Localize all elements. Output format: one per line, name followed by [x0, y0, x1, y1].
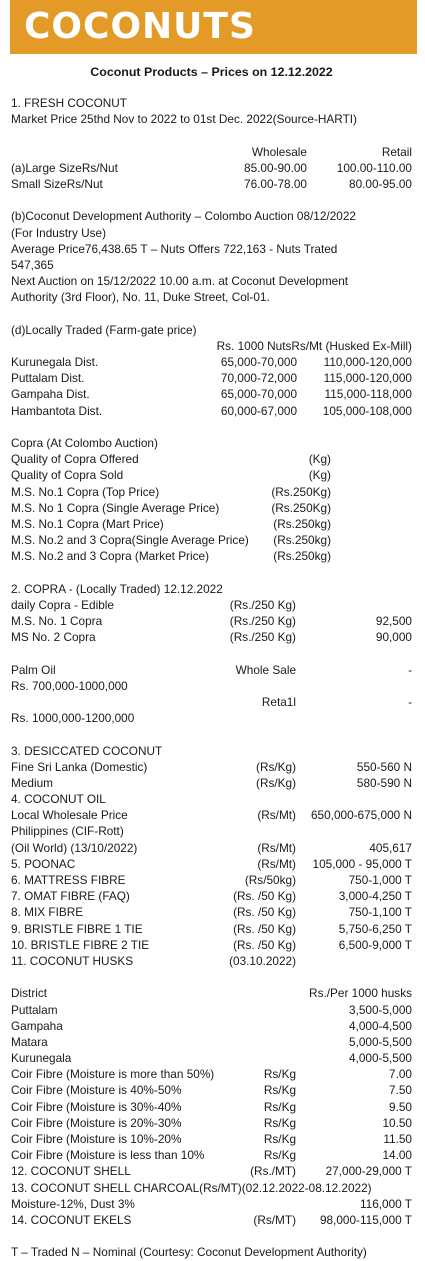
ekels-label: 14. COCONUT EKELS	[11, 1212, 132, 1227]
palm-oil-label: Palm Oil	[11, 662, 56, 677]
product-label: 6. MATTRESS FIBRE	[11, 873, 126, 887]
husks-row	[11, 1050, 412, 1066]
coir-row	[11, 1115, 412, 1131]
product-unit: (Rs. /50 Kg)	[233, 905, 296, 920]
product-value: 650,000-675,000 N	[310, 808, 412, 823]
product-row	[11, 904, 412, 920]
product-unit: (Rs/Mt)	[257, 840, 296, 855]
copra-local-unit: (Rs./250 Kg)	[229, 597, 296, 612]
coir-row	[11, 1082, 412, 1098]
cda-auction-line: Next Auction on 15/12/2022 10.00 a.m. at Coconut Development	[11, 274, 349, 289]
coir-label: Coir Fibre (Moisture is 20%-30%	[11, 1115, 182, 1130]
banner-title: COCONUTS	[24, 6, 256, 47]
husks-row	[11, 1002, 412, 1018]
product-unit: (Rs. /50 Kg)	[233, 937, 296, 952]
husks-row	[11, 1034, 412, 1050]
copra-local-value: 90,000	[375, 630, 412, 645]
coir-unit: Rs/Kg	[263, 1115, 296, 1130]
farmgate-row	[11, 354, 412, 370]
palm-retail-row	[11, 694, 412, 710]
product-row	[11, 840, 412, 856]
ekels-unit: (Rs/MT)	[253, 1212, 296, 1227]
product-label: 5. POONAC	[11, 856, 76, 871]
product-unit: (03.10.2022)	[229, 953, 296, 968]
palm-wholesale-label: Whole Sale	[235, 662, 296, 677]
product-label: (Oil World) (13/10/2022)	[11, 840, 138, 855]
copra-auction-label: M.S. No 1 Copra (Single Average Price)	[11, 500, 220, 515]
product-unit: (Rs/Kg)	[256, 759, 296, 774]
copra-local-row	[11, 613, 412, 629]
product-label: 9. BRISTLE FIBRE 1 TIE	[11, 921, 143, 936]
product-value: 405,617	[369, 840, 412, 855]
page-subtitle: Coconut Products – Prices on 12.12.2022	[90, 65, 333, 79]
copra-local-row	[11, 597, 412, 613]
coir-unit: Rs/Kg	[263, 1099, 296, 1114]
fresh-row	[11, 176, 412, 192]
fresh-row	[11, 160, 412, 176]
product-unit: (Rs. /50 Kg)	[233, 889, 296, 904]
cda-auction-line: (b)Coconut Development Authority – Colombo Auction 08/12/2022	[11, 209, 356, 224]
product-label: 11. COCONUT HUSKS	[11, 953, 134, 968]
farmgate-district: Puttalam Dist.	[11, 371, 85, 386]
coir-value: 11.50	[383, 1132, 412, 1146]
fresh-row-retail: 100.00-110.00	[336, 160, 412, 175]
palm-retail-label: Reta1l	[261, 694, 296, 709]
wholesale-header: Wholesale	[251, 144, 307, 159]
copra-auction-row	[11, 500, 412, 516]
coir-label: Coir Fibre (Moisture is 10%-20%	[11, 1132, 182, 1146]
cda-auction-line: Authority (3rd Floor), No. 11, Duke Street, Col-01.	[11, 290, 270, 305]
product-label: 4. COCONUT OIL	[11, 792, 106, 807]
coir-label: Coir Fibre (Moisture is 40%-50%	[11, 1083, 182, 1098]
coir-unit: Rs/Kg	[263, 1083, 296, 1098]
coir-value: 10.50	[382, 1115, 412, 1130]
charcoal-value: 116,000 T	[359, 1196, 412, 1211]
husks-row	[11, 1018, 412, 1034]
product-row	[11, 743, 412, 759]
farmgate-nuts-price: 60,000-67,000	[220, 403, 297, 418]
farmgate-nuts-price: 70,000-72,000	[220, 371, 297, 386]
product-row	[11, 953, 412, 969]
copra-local-label: daily Copra - Edible	[11, 597, 114, 612]
copra-auction-row	[11, 548, 412, 564]
palm-wholesale-range: Rs. 700,000-1000,000	[11, 678, 128, 693]
ekels-value: 98,000-115,000 T	[319, 1212, 412, 1227]
husks-district: Matara	[11, 1034, 48, 1049]
coir-value: 9.50	[389, 1099, 412, 1114]
shell-unit: (Rs./MT)	[250, 1164, 296, 1179]
coir-label: Coir Fibre (Moisture is 30%-40%	[11, 1099, 182, 1114]
coir-value: 7.00	[389, 1067, 412, 1082]
product-value: 750-1,100 T	[348, 905, 412, 920]
farmgate-row	[11, 370, 412, 386]
product-unit: (Rs/Kg)	[256, 775, 296, 790]
husks-price: 5,000-5,500	[349, 1034, 412, 1049]
husks-district: Puttalam	[11, 1002, 58, 1017]
husks-price: 4,000-4,500	[349, 1018, 412, 1033]
product-label: Fine Sri Lanka (Domestic)	[11, 759, 148, 774]
husks-district: Kurunegala	[11, 1051, 72, 1066]
product-row	[11, 888, 412, 904]
farmgate-row	[11, 386, 412, 402]
farmgate-mt-price: 105,000-108,000	[322, 403, 412, 418]
fresh-row-label: (a)Large SizeRs/Nut	[11, 160, 118, 175]
ekels-row	[11, 1212, 412, 1228]
copra-auction-unit: (Kg)	[308, 452, 331, 467]
product-label: 8. MIX FIBRE	[11, 905, 84, 920]
cda-auction-line: Average Price76,438.65 T – Nuts Offers 722,163 - Nuts Trated	[11, 241, 338, 256]
product-unit: (Rs/Mt)	[257, 856, 296, 871]
fresh-row-label: Small SizeRs/Nut	[11, 176, 103, 191]
title-banner	[10, 0, 417, 54]
husks-district-header: District	[11, 986, 48, 1001]
copra-auction-row	[11, 451, 412, 467]
coir-row	[11, 1099, 412, 1115]
copra-auction-row	[11, 484, 412, 500]
product-value: 580-590 N	[356, 775, 412, 790]
husks-price-header: Rs./Per 1000 husks	[309, 986, 412, 1001]
fresh-column-headers	[11, 144, 412, 160]
product-value: 105,000 - 95,000 T	[312, 856, 412, 871]
farmgate-nuts-price: 65,000-70,000	[220, 355, 297, 369]
coir-row	[11, 1066, 412, 1082]
product-row	[11, 872, 412, 888]
farmgate-nuts-price: 65,000-70,000	[220, 387, 297, 402]
product-value: 550-560 N	[356, 759, 412, 774]
fresh-market-line: Market Price 25thd Nov to 2022 to 01st Dec. 2022(Source-HARTI)	[11, 112, 357, 127]
copra-local-unit: (Rs./250 Kg)	[229, 614, 296, 628]
copra-auction-label: Quality of Copra Offered	[11, 452, 139, 467]
cda-auction-line: 547,365	[11, 257, 54, 272]
shell-label: 12. COCONUT SHELL	[11, 1164, 131, 1179]
farmgate-mt-price: 115,000-120,000	[323, 371, 412, 386]
copra-auction-row	[11, 532, 412, 548]
product-row	[11, 775, 412, 791]
fresh-coconut-heading: 1. FRESH COCONUT	[11, 96, 128, 110]
copra-auction-label: M.S. No.1 Copra (Mart Price)	[11, 516, 164, 531]
copra-auction-label: M.S. No.2 and 3 Copra(Single Average Price)	[11, 533, 249, 548]
farmgate-units	[11, 338, 412, 354]
product-row	[11, 823, 412, 839]
palm-retail-range: Rs. 1000,000-1200,000	[11, 711, 135, 726]
copra-auction-unit: (Rs.250Kg)	[271, 484, 331, 499]
charcoal-heading: 13. COCONUT SHELL CHARCOAL(Rs/MT)(02.12.2022-08.12.2022)	[11, 1180, 372, 1195]
product-label: 10. BRISTLE FIBRE 2 TIE	[11, 937, 150, 952]
product-row	[11, 807, 412, 823]
farmgate-district: Kurunegala Dist.	[11, 355, 99, 369]
charcoal-row	[11, 1196, 412, 1212]
product-label: 7. OMAT FIBRE (FAQ)	[11, 889, 130, 904]
copra-auction-label: M.S. No.1 Copra (Top Price)	[11, 484, 160, 499]
product-label: Philippines (CIF-Rott)	[11, 824, 124, 839]
product-label: Local Wholesale Price	[11, 808, 128, 823]
copra-auction-heading: Copra (At Colombo Auction)	[11, 435, 158, 450]
product-unit: (Rs. /50 Kg)	[233, 921, 296, 936]
farmgate-mt-price: 110,000-120,000	[323, 355, 412, 369]
retail-header: Retail	[381, 144, 412, 159]
coir-row	[11, 1147, 412, 1163]
farmgate-district: Gampaha Dist.	[11, 387, 90, 402]
copra-local-value: 92,500	[375, 614, 412, 628]
charcoal-sub: Moisture-12%, Dust 3%	[11, 1196, 135, 1211]
copra-local-row	[11, 629, 412, 645]
coir-value: 14.00	[382, 1148, 412, 1163]
product-row	[11, 791, 412, 807]
farmgate-row	[11, 403, 412, 419]
coir-label: Coir Fibre (Moisture is more than 50%)	[11, 1067, 215, 1082]
product-value: 6,500-9,000 T	[338, 937, 412, 952]
product-unit: (Rs/Mt)	[257, 808, 296, 823]
copra-auction-row	[11, 516, 412, 532]
coir-unit: Rs/Kg	[263, 1132, 296, 1146]
husks-district: Gampaha	[11, 1018, 63, 1033]
product-row	[11, 937, 412, 953]
coir-row	[11, 1131, 412, 1147]
product-value: 750-1,000 T	[348, 873, 412, 887]
shell-value: 27,000-29,000 T	[325, 1164, 412, 1179]
product-label: Medium	[11, 775, 53, 790]
shell-row	[11, 1163, 412, 1179]
product-unit: (Rs/50kg)	[244, 873, 296, 887]
coir-label: Coir Fibre (Moisture is less than 10%	[11, 1148, 205, 1163]
husks-header-row	[11, 985, 412, 1001]
product-value: 3,000-4,250 T	[338, 889, 412, 904]
copra-auction-unit: (Kg)	[308, 468, 331, 483]
farmgate-mt-price: 115,000-118,000	[324, 387, 412, 402]
copra-auction-unit: (Rs.250Kg)	[271, 500, 331, 515]
copra-local-unit: (Rs./250 Kg)	[229, 630, 296, 645]
farmgate-units-label: Rs. 1000 NutsRs/Mt (Husked Ex-Mill)	[216, 338, 412, 353]
price-listing	[11, 64, 412, 1261]
product-row	[11, 921, 412, 937]
coir-unit: Rs/Kg	[263, 1067, 296, 1082]
copra-auction-label: Quality of Copra Sold	[11, 468, 124, 483]
palm-retail-value: -	[408, 694, 412, 709]
product-row	[11, 759, 412, 775]
copra-local-label: MS No. 2 Copra	[11, 630, 96, 645]
copra-auction-row	[11, 467, 412, 483]
fresh-row-wholesale: 85.00-90.00	[244, 160, 307, 175]
cda-auction-line: (For Industry Use)	[11, 225, 107, 240]
husks-price: 3,500-5,000	[349, 1002, 412, 1017]
copra-auction-unit: (Rs.250kg)	[273, 516, 331, 531]
product-row	[11, 856, 412, 872]
product-value: 5,750-6,250 T	[338, 921, 412, 936]
copra-local-heading: 2. COPRA - (Locally Traded) 12.12.2022	[11, 581, 223, 596]
fresh-row-retail: 80.00-95.00	[349, 176, 412, 191]
palm-wholesale-value: -	[408, 662, 412, 677]
fresh-row-wholesale: 76.00-78.00	[244, 176, 307, 191]
copra-auction-unit: (Rs.250kg)	[273, 549, 331, 564]
copra-auction-unit: (Rs.250kg)	[273, 533, 331, 548]
copra-auction-label: M.S. No.2 and 3 Copra (Market Price)	[11, 549, 209, 564]
husks-price: 4,000-5,500	[349, 1051, 412, 1066]
footnote: T – Traded N – Nominal (Courtesy: Coconut Development Authority)	[11, 1245, 367, 1260]
copra-local-label: M.S. No. 1 Copra	[11, 614, 103, 628]
farmgate-heading: (d)Locally Traded (Farm-gate price)	[11, 322, 197, 337]
product-label: 3. DESICCATED COCONUT	[11, 743, 163, 758]
coir-value: 7.50	[389, 1083, 412, 1098]
coir-unit: Rs/Kg	[263, 1148, 296, 1163]
farmgate-district: Hambantota Dist.	[11, 403, 103, 418]
palm-oil-row	[11, 662, 412, 678]
